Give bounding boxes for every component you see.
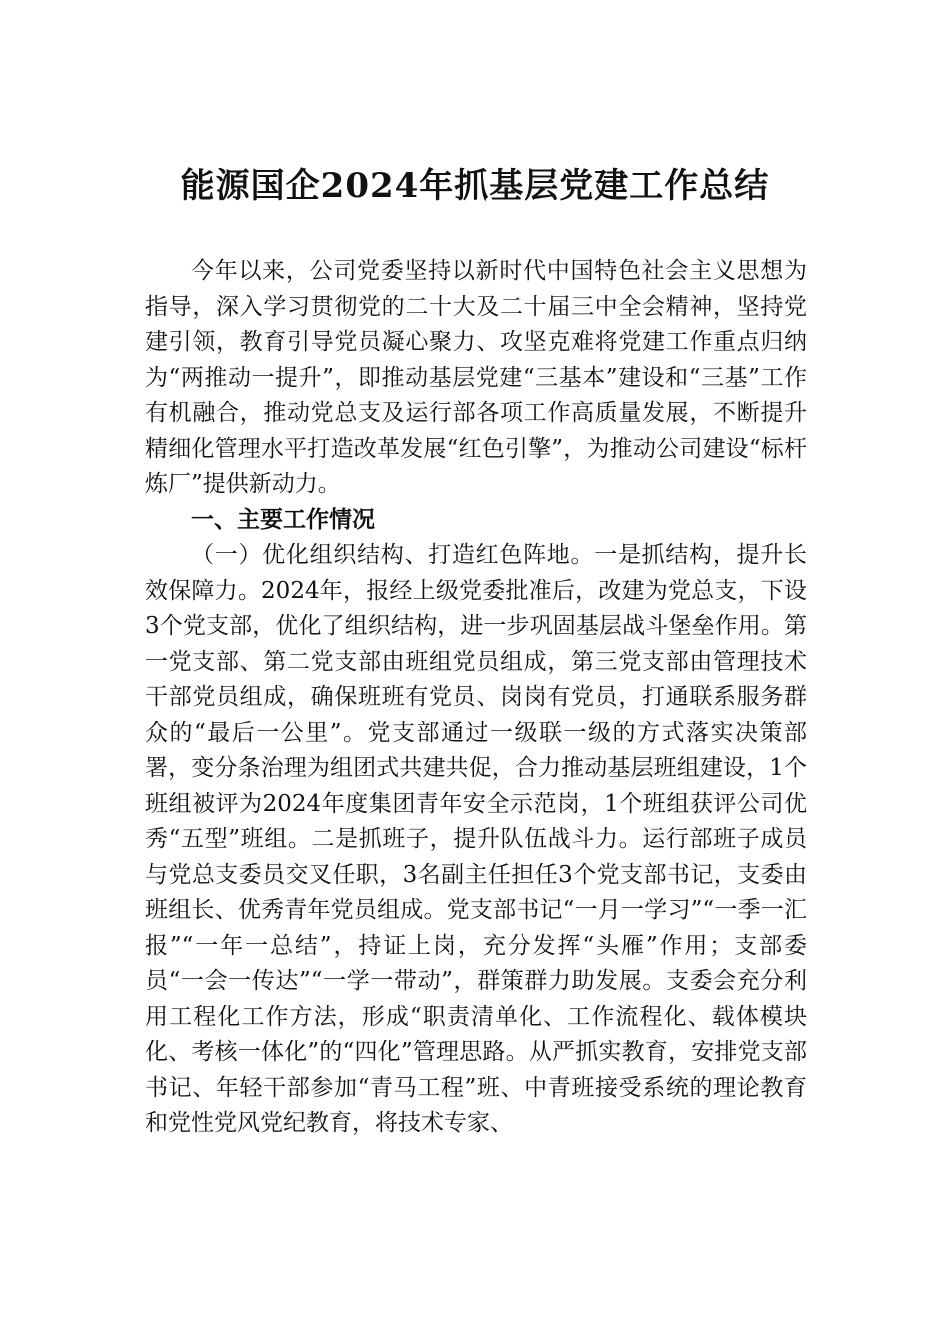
intro-paragraph: 今年以来，公司党委坚持以新时代中国特色社会主义思想为指导，深入学习贯彻党的二十大及二十届三中全会精神，坚持党建引领，教育引导党员凝心聚力、攻坚克难将党建工作重点归纳为“两推动一提升”，即推动基层党建“三基本”建设和“三基”工作有机融合，推动党总支及运行部各项工作高质量发展，不断提升精细化管理水平打造改革发展“红色引擎”，为推动公司建设“标杆炼厂”提供新动力。 [145, 258, 807, 497]
document-title: 能源国企2024年抓基层党建工作总结 [180, 166, 770, 206]
document-body [145, 254, 807, 1142]
section-heading: 一、主要工作情况 [191, 506, 375, 533]
body-paragraph: （一）优化组织结构、打造红色阵地。一是抓结构，提升长效保障力。2024年，报经上级党委批准后，改建为党总支，下设3个党支部，优化了组织结构，进一步巩固基层战斗堡垒作用。第一党支部、第二党支部由班组党员组成，第三党支部由管理技术干部党员组成，确保班班有党员、岗岗有党员，打通联系服务群众的“最后一公里”。党支部通过一级联一级的方式落实决策部署，变分条治理为组团式共建共促，合力推动基层班组建设，1个班组被评为2024年度集团青年安全示范岗，1个班组获评公司优秀“五型”班组。二是抓班子，提升队伍战斗力。运行部班子成员与党总支委员交叉任职，3名副主任担任3个党支部书记，支委由班组长、优秀青年党员组成。党支部书记“一月一学习”“一季一汇报”“一年一总结”，持证上岗，充分发挥“头雁”作用；支部委员“一会一传达”“一学一带动”，群策群力助发展。支委会充分利用工程化工作方法，形成“职责清单化、工作流程化、载体模块化、考核一体化”的“四化”管理思路。从严抓实教育，安排党支部书记、年轻干部参加“青马工程”班、中青班接受系统的理论教育和党性党风党纪教育，将技术专家、 [145, 542, 807, 1136]
